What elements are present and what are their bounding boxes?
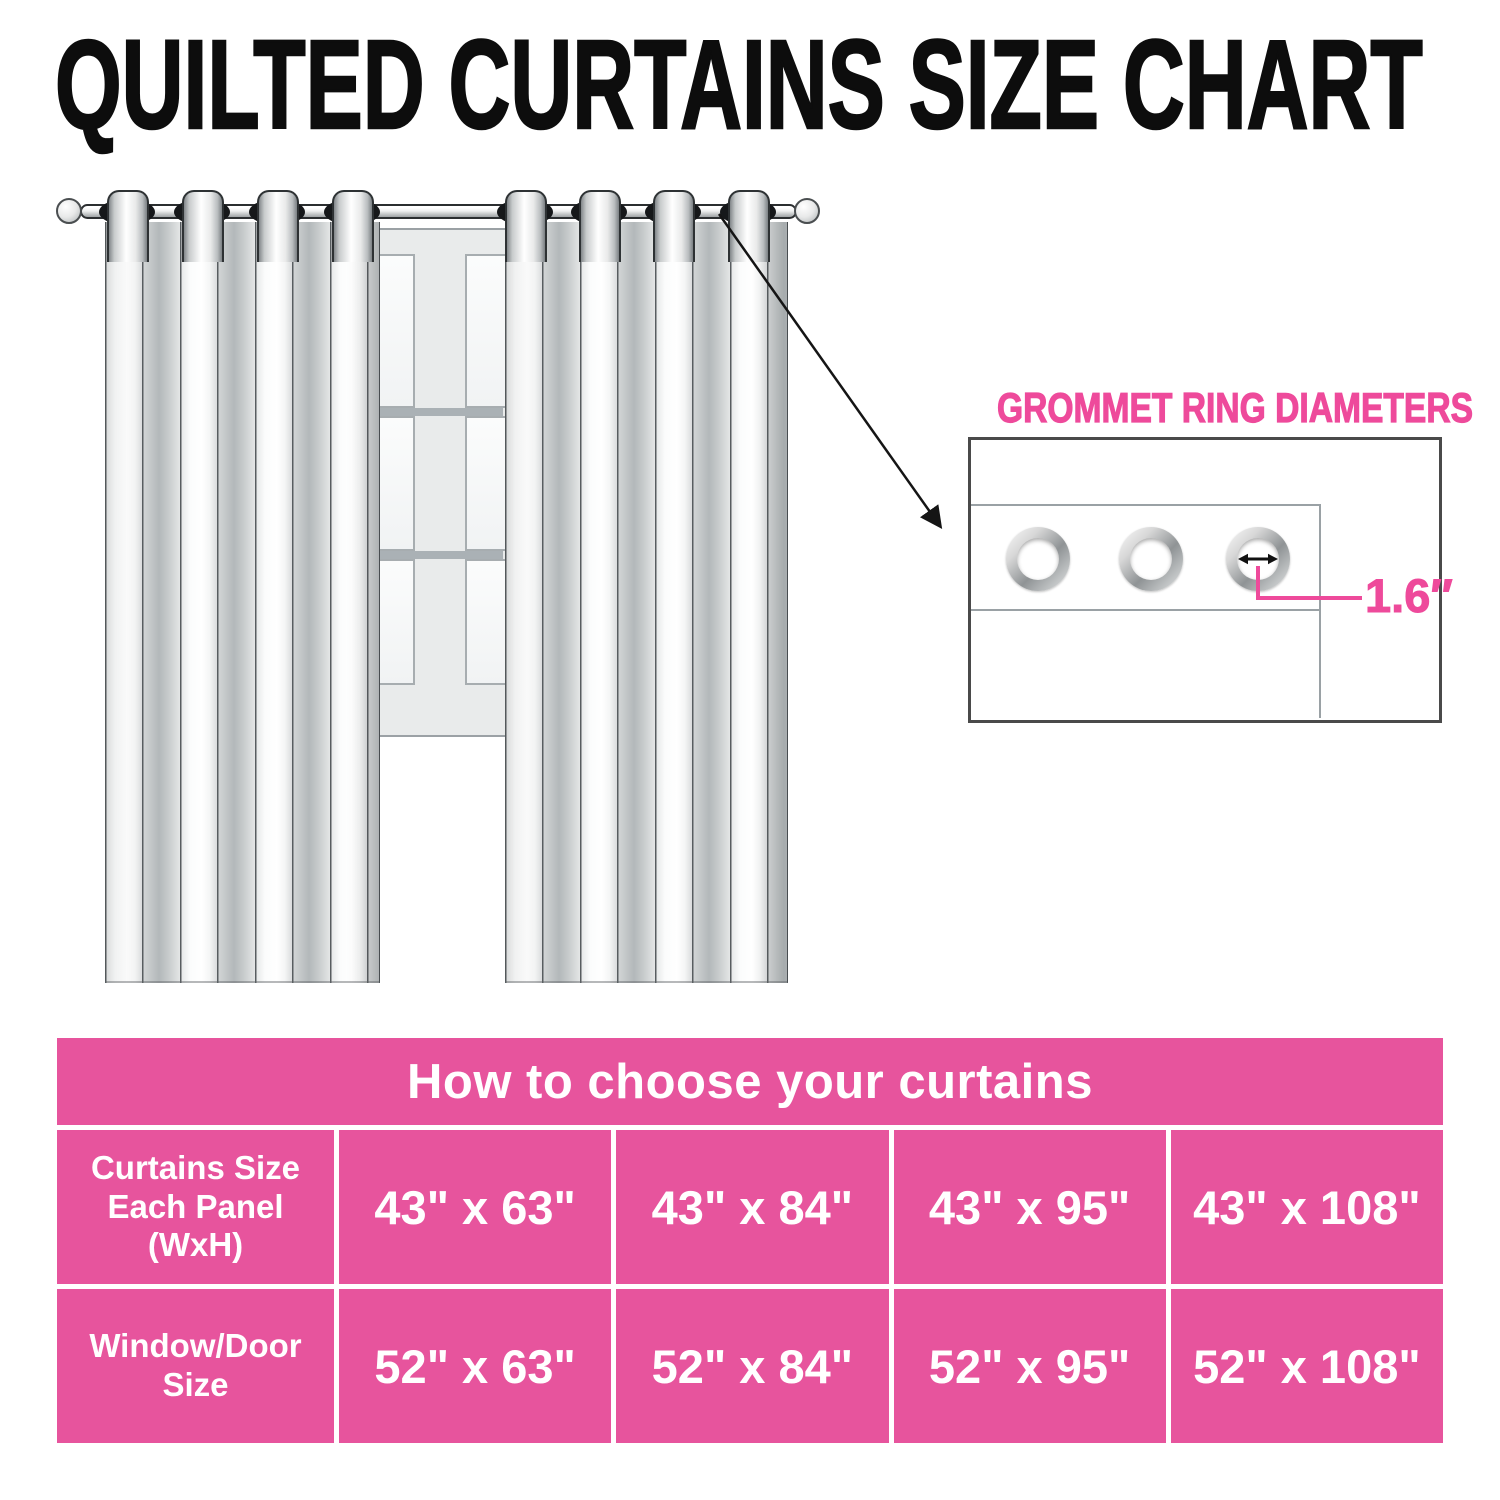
grommet-tab <box>107 190 149 262</box>
window-mullion <box>373 551 503 559</box>
diameter-arrow-icon <box>1238 552 1278 566</box>
callout-heading: GROMMET RING DIAMETERS <box>997 384 1473 431</box>
diameter-value: 1.6″ <box>1365 569 1453 622</box>
curtain-edge-line <box>1319 504 1321 718</box>
grommet-ring-edge <box>645 199 701 225</box>
dimension-line <box>1256 596 1362 600</box>
grommet-ring-edge <box>174 199 230 225</box>
page-title: QUILTED CURTAINS SIZE CHART <box>55 14 1423 155</box>
window-pane <box>465 559 507 685</box>
grommet-tab <box>728 190 770 262</box>
window-mullion <box>373 408 503 416</box>
grommet-tab <box>579 190 621 262</box>
window-size-cell: 52" x 84" <box>616 1289 888 1443</box>
window-size-cell: 52" x 95" <box>894 1289 1166 1443</box>
window-pane <box>373 416 415 551</box>
curtain-panel-right <box>505 222 788 983</box>
curtain-rod <box>80 204 797 219</box>
window-illustration <box>366 228 510 737</box>
dimension-line <box>1256 566 1260 600</box>
grommet-ring-edge <box>99 199 155 225</box>
grommet-tab <box>505 190 547 262</box>
window-size-cell: 52" x 108" <box>1171 1289 1443 1443</box>
window-pane <box>465 416 507 551</box>
row-label-window-size: Window/Door Size <box>57 1289 334 1443</box>
panel-size-cell: 43" x 108" <box>1171 1130 1443 1284</box>
row-label-panel-size: Curtains Size Each Panel (WxH) <box>57 1130 334 1284</box>
grommet-tab <box>182 190 224 262</box>
grommet-tab <box>653 190 695 262</box>
window-size-cell: 52" x 63" <box>339 1289 611 1443</box>
rod-finial-left <box>56 198 82 224</box>
rod-finial-right <box>794 198 820 224</box>
grommet-tab <box>332 190 374 262</box>
grommet-diagram <box>968 437 1453 723</box>
grommet-ring-edge <box>720 199 776 225</box>
grommet-tab <box>257 190 299 262</box>
grommet-ring-edge <box>249 199 305 225</box>
window-pane <box>373 254 415 408</box>
panel-size-cell: 43" x 63" <box>339 1130 611 1284</box>
grommet-ring <box>1006 527 1070 591</box>
table-title: How to choose your curtains <box>57 1038 1443 1125</box>
window-pane <box>465 254 507 408</box>
panel-size-cell: 43" x 84" <box>616 1130 888 1284</box>
window-pane <box>373 559 415 685</box>
grommet-ring-edge <box>497 199 553 225</box>
grommet-ring-edge <box>324 199 380 225</box>
grommet-ring-edge <box>571 199 627 225</box>
panel-size-cell: 43" x 95" <box>894 1130 1166 1284</box>
size-chart-table <box>57 1038 1443 1443</box>
grommet-ring <box>1119 527 1183 591</box>
curtain-panel-left <box>105 222 380 983</box>
